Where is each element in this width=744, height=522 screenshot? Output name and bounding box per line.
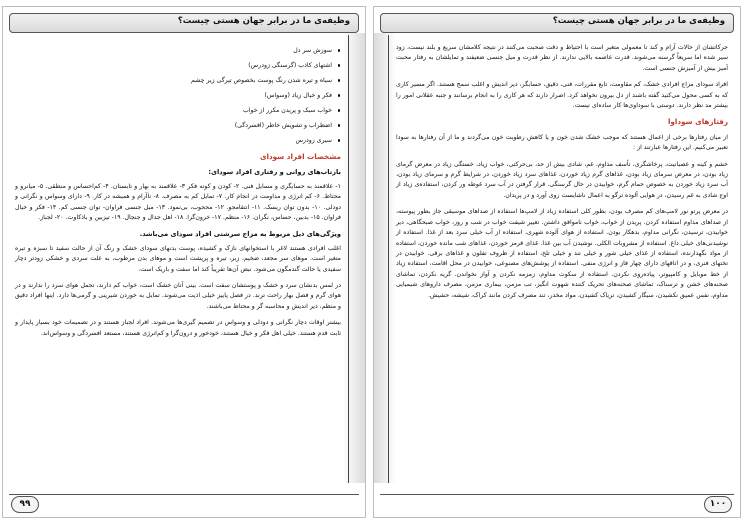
paragraph: افراد سودای مزاج افرادی خشک، کم مقاومت، تابع مقررات، فنی، دقیق، حسابگر، دیر اندیش و اغلب سمج هستند. اگر مسیر کاری که به کسی محول می‌کنید گفته باشند از دل بیرون نخواهد کرد. اصرار دارند که هر کاری را به انجام برسانند و جنبه عقلانی امور را بیشتر مد نظر دارند. دوستی با سوداوی‌ها کار ساده‌ای نیست.: [396, 81, 728, 110]
list-item: خواب سبک و پریدن مکرر از خواب: [15, 103, 341, 118]
book-page-left: [2, 6, 366, 518]
list-item: اشتهای کاذب (گرسنگی زودرس): [15, 58, 341, 73]
book-page-right: [373, 6, 741, 518]
page-body: [396, 43, 728, 307]
list-item: سیاه و تیره شدن رنگ پوست بخصوص تیرگی زیر چشم: [15, 73, 341, 88]
footer-rule: [380, 494, 734, 495]
margin-rule: [348, 35, 349, 483]
page-body: [15, 43, 341, 345]
paragraph: از میان رفتارها برخی از اعمال هستند که موجب خشک شدن خون و یا کاهش رطوبت خون می‌گردند و ما از آن رفتارها به سودا تعبیر می‌کنیم. این رفتارها عبارتند از :: [396, 133, 728, 152]
paragraph: بیشتر اوقات دچار نگرانی و دودلی و وسواس در تصمیم گیری‌ها می‌شوند. افراد لجباز هستند و در تصمیمات خود بسیار پایدار و ثابت قدم هستند. خیلی اهل فکر و خیال هستند، خودخور و درون‌گرا و کم‌انرژی هستند، مستعد افسردگی و وسواس‌اند.: [15, 319, 341, 337]
paragraph: در معرض پرتو نور لامپ‌های کم مصرف بودن، بطور کلی استفاده زیاد از لامپ‌ها استفاده از صداهای موسیقی جاز بطور پیوسته، از صداهای مداوم استفاده کردن. پریدن از خواب، خواب ناموافق داشتن. تغییر شیفت خواب در شب و روز، خواب صبحگاهی، دیر خوابیدن، ترسیدن، نگرانی مداوم، بدهکار بودن. استفاده از هوای آلوده شهری، استفاده از آب خیلی سرد بعد از غذا. استفاده از نوشیدنی‌های خیلی داغ. استفاده از مشروبات الکلی. نوشیدن آب بین غذا. غذای قرمز خوردن، غذاهای شب مانده خوردن، استفاده از مواد نگهدارنده، استفاده از غذای خیلی شور و خیلی تند و خیلی تلخ، استفاده از ظروف تفلون و غذاهای برقی. خوابیدن در تختهای فنری، و در اتاقهای دارای چهار فاز و انرژی منفی. استفاده از پوشش‌های مصنوعی، خوابیدن در محل اقامت، استفاده زیاد از خط موبایل و کامپیوتر، پیاده‌روی نکردن. استفاده از سکوت مداوم، زمزمه نکردن و آواز نخواندن. گریه نکردن، تماشای صحنه‌های خشن و ترسناک، تماشای صحنه‌های تحریک کننده شهوت انگیز، تب مزمن، بیماری مزمن، مصرف داروهای شیمیایی مداوم، نفس عمیق نکشیدن، سیگار کشیدن، تریاک کشیدن، مواد مخدر، تند مصرف کردن مانند کراک، شیشه، حشیش.: [396, 208, 728, 299]
page-number: ۹۹: [11, 496, 39, 513]
margin-rule: [388, 35, 389, 483]
paragraph: در لمس بدنشان سرد و خشک و پوستشان سفت است. بینی آنان خشک است، خواب کم دارند، تحمل هوای سرد را ندارند و در هوای گرم و فصل بهار راحت ترند. در فصل پاییز خیلی اذیت می‌شوند. تمایل به خوردن شیرینی و گرمی‌ها دارد. اینها افراد دقیق و منظم، دیر اندیش و محاسبه گر و محتاط می‌باشند.: [15, 282, 341, 310]
paragraph: حرکاتشان از حالات آرام و کند تا معمولی متغیر است با احتیاط و دقت صحبت می‌کنند در نتیجه کلامشان سریع و بلند نیست، زود سیر شده اما سریعاً گرسنه می‌شوند. قدرت عاصمه بالایی ندارند. از نظر قدرت و میل جنسی ضعیفند و تمایلشان به رفتار محبت آمیز بیش از آمیزش جنسی است.: [396, 44, 728, 72]
paragraph: اغلب افرادی هستند لاغر با استخوانهای نازک و کشیده، پوست بدنهای سودای خشک و رنگ آن از حالت سفید تا سبزه و تیره متغیر است. موهای سر مجعد، ضخیم، زبر، تیره و پرپشت است و موهای بدن مرطوب، به علت سردی و خشکی زودتر دچار سفیدی یا حالت گندمگون می‌شود. نبض آن‌ها تقریباً کند اما سفت و باریک است.: [15, 244, 341, 273]
list-item: اضطراب و تشویش خاطر (افسردگی): [15, 118, 341, 133]
page-header-title: وظیفه‌ی ما در برابر جهان هستی چیست؟: [552, 16, 725, 26]
paragraph: ۱- علاقمند به حسابگری و مسایل فنی. ۲- کودن و کوته فکر ۳- علاقمند به بهار و تابستان. ۴- کم‌احساس و منطقی. ۵- میانرو و محتاط. ۶- کم انرژی و مداومت در انجام کار. ۷- تمایل کم به مصرف. ۸- ناآرام و همیشه در کار. ۹- دارای وسواس و نگرانی و دودلی. ۱۰- بدون توان ریسک. ۱۱- انتقامجو. ۱۲- محجوب، بی‌نمود. ۱۳- میل جنسی فراوان- توان جنسی کم. ۱۴- فکر و خیال فراوان. ۱۵- بدبین، حساس، نگران. ۱۶- منظم. ۱۷- خرون‌گرا. ۱۸- اهل جدال و جنجال. ۱۹- تیزبین و باذکاوت. ۲۰- لجباز.: [15, 182, 341, 222]
page-header-bar: [380, 13, 734, 33]
list-item: فکر و خیال زیاد (وسواس): [15, 88, 341, 103]
binding-shade: [343, 33, 365, 483]
list-item: سوزش سر دل: [15, 43, 341, 58]
binding-shade: [374, 33, 396, 483]
paragraph: خشم و کینه و عصبانیت، پرخاشگری، تأسف مداوم، غم، شادی بیش از حد، بی‌حرکتی، خواب زیاد، خستگی زیاد در معرض گرمای زیاد بودن، در معرض سرمای زیاد بودن، غذاهای گرم زیاد خوردن، غذاهای سرد زیاد خوردن، در شرایط گرم و سرمای زیاد بودن، آب سرد زیاد خوردن به خصوص حمام گرم، خوابیدن در حال گرسنگی. قرار گرفتن در آب سرد غوطه ور کردن، استفاده‌ی زیاد از اوج شادی به غم رسیدن، در هوایی آلوده ترگو به اعمال ناشایست روی آورد و در پریدان.: [396, 160, 728, 199]
page-number: ۱۰۰: [704, 496, 732, 513]
section-title: مشخصات افراد سودای: [259, 152, 341, 161]
footer-rule: [9, 494, 359, 495]
symptom-list: [15, 43, 341, 148]
page-header-title: وظیفه‌ی ما در برابر جهان هستی چیست؟: [177, 16, 350, 26]
subsection-title: ویژگی‌های ذیل مربوط به مزاج سرشتی افراد سودای می‌باشد.: [139, 230, 341, 239]
section-title: رفتارهای سوداوا: [667, 117, 728, 127]
subsection-title: بازتاب‌های روانی و رفتاری افراد سودای:: [208, 168, 341, 177]
page-header-bar: [9, 13, 359, 33]
list-item: سیری زودرس: [15, 133, 341, 148]
